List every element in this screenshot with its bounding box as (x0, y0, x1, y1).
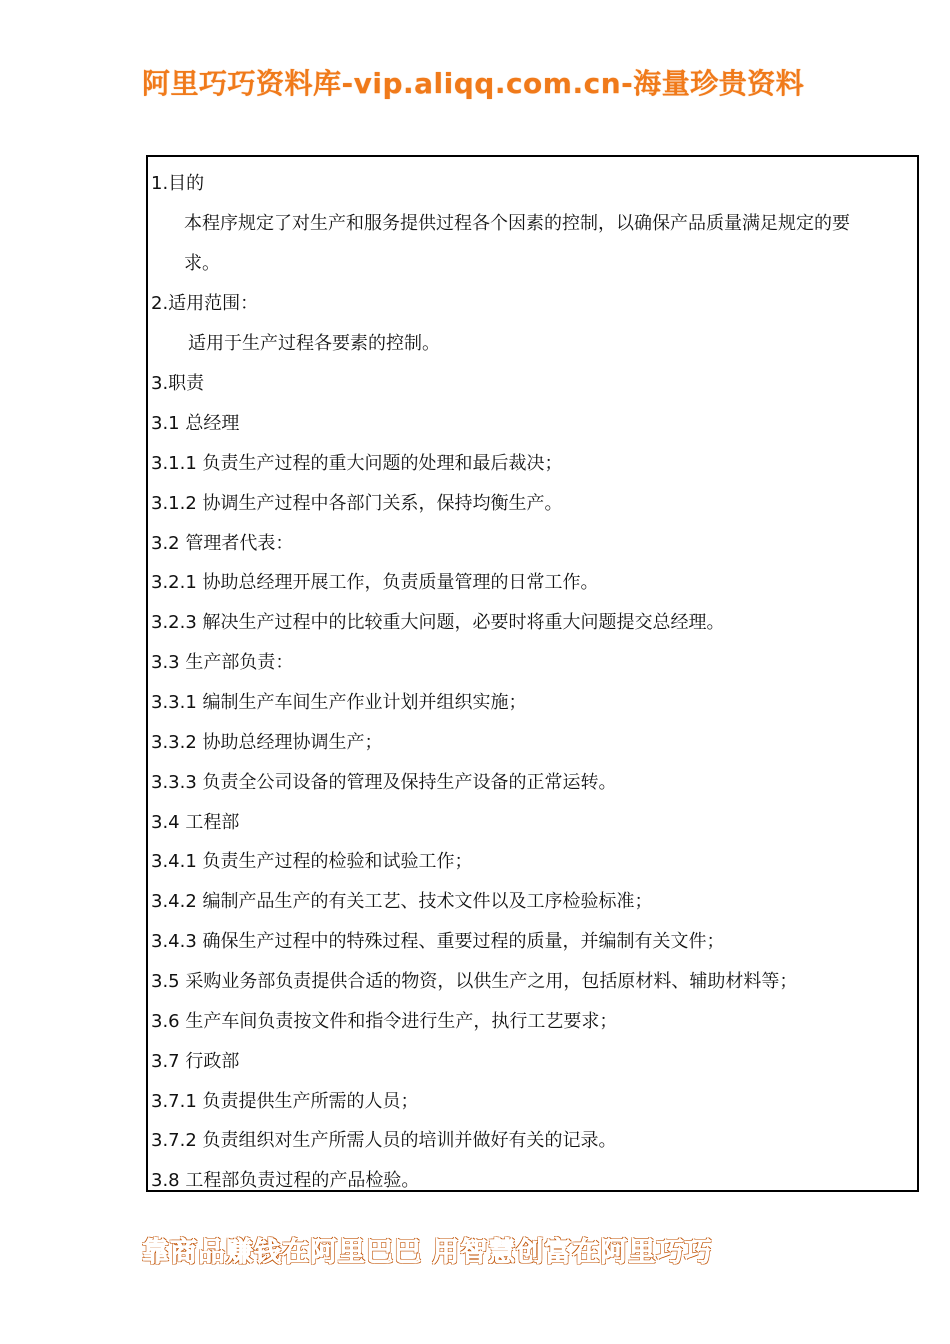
duty-line: 3.7.2 负责组织对生产所需人员的培训并做好有关的记录。 (151, 1130, 617, 1151)
purpose-text: 本程序规定了对生产和服务提供过程各个因素的控制，以确保产品质量满足规定的要 (184, 213, 850, 234)
duty-line: 3.1.1 负责生产过程的重大问题的处理和最后裁决； (151, 453, 563, 474)
scope-text: 适用于生产过程各要素的控制。 (188, 333, 440, 354)
footer-slogan: 靠商品赚钱在阿里巴巴 用智慧创富在阿里巧巧 (142, 1237, 713, 1268)
duty-line: 3.2 管理者代表： (151, 533, 294, 554)
section-heading-scope: 2.适用范围： (151, 293, 259, 314)
duty-line: 3.3.2 协助总经理协调生产； (151, 732, 383, 753)
purpose-text-cont: 求。 (184, 253, 220, 274)
header-banner: 阿里巧巧资料库-vip.aliqq.com.cn-海量珍贵资料 (142, 67, 805, 100)
duty-line: 3.6 生产车间负责按文件和指令进行生产，执行工艺要求； (151, 1011, 618, 1032)
duty-line: 3.1 总经理 (151, 413, 240, 434)
duty-line: 3.3.3 负责全公司设备的管理及保持生产设备的正常运转。 (151, 772, 617, 793)
duty-line: 3.4.1 负责生产过程的检验和试验工作； (151, 851, 473, 872)
document-box (146, 155, 919, 1192)
duty-line: 3.4.3 确保生产过程中的特殊过程、重要过程的质量，并编制有关文件； (151, 931, 725, 952)
duty-line: 3.1.2 协调生产过程中各部门关系，保持均衡生产。 (151, 493, 563, 514)
duty-line: 3.5 采购业务部负责提供合适的物资，以供生产之用，包括原材料、辅助材料等； (151, 971, 798, 992)
duty-line: 3.3.1 编制生产车间生产作业计划并组织实施； (151, 692, 527, 713)
duty-line: 3.4.2 编制产品生产的有关工艺、技术文件以及工序检验标准； (151, 891, 653, 912)
duty-line: 3.2.1 协助总经理开展工作，负责质量管理的日常工作。 (151, 572, 599, 593)
duty-line: 3.8 工程部负责过程的产品检验。 (151, 1170, 420, 1191)
duty-line: 3.7.1 负责提供生产所需的人员； (151, 1091, 419, 1112)
duty-line: 3.3 生产部负责： (151, 652, 294, 673)
section-heading-purpose: 1.目的 (151, 173, 205, 194)
duty-line: 3.7 行政部 (151, 1051, 240, 1072)
section-heading-duties: 3.职责 (151, 373, 205, 394)
duty-line: 3.2.3 解决生产过程中的比较重大问题，必要时将重大问题提交总经理。 (151, 612, 725, 633)
duty-line: 3.4 工程部 (151, 812, 240, 833)
